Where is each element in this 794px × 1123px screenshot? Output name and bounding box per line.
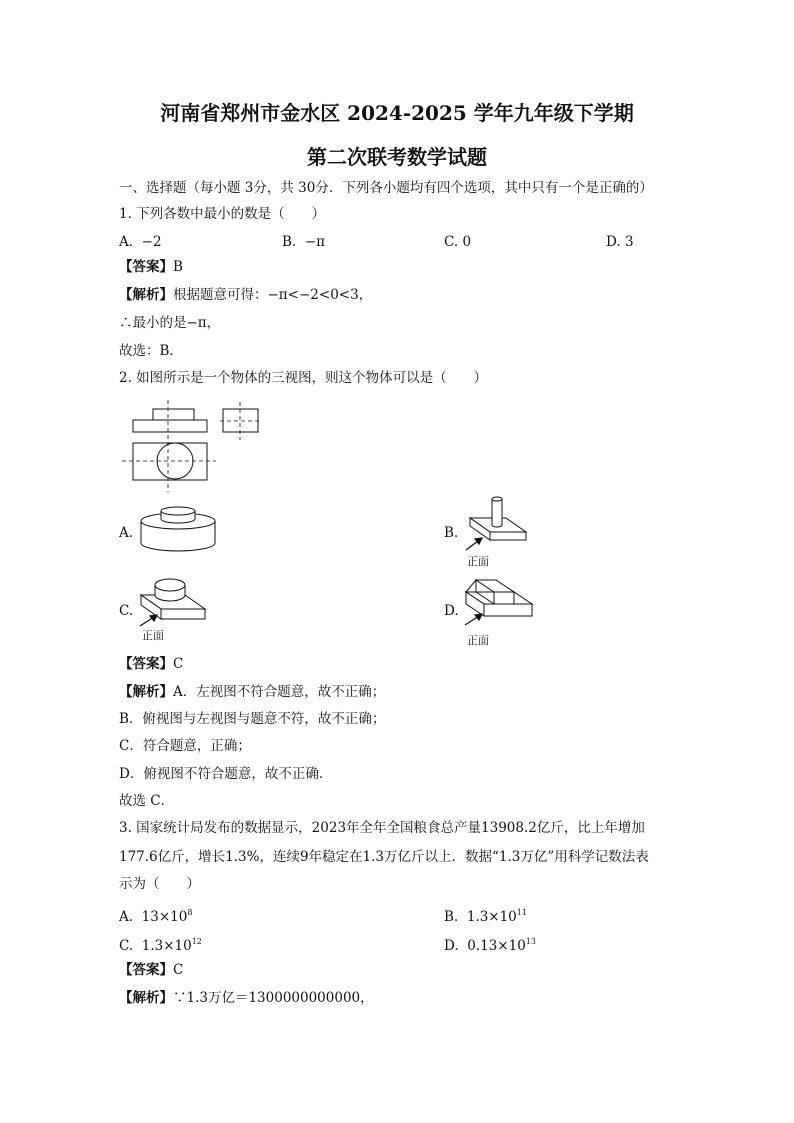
- q3-option-c-base: 1.3×10: [141, 938, 192, 954]
- q3-analysis-label: 【解析】: [119, 990, 173, 1006]
- q2-analysis-4: D．俯视图不符合题意，故不正确．: [119, 766, 333, 782]
- q1-option-c: [444, 233, 471, 251]
- q3-answer-value: C: [173, 962, 184, 978]
- q2-analysis-3: C．符合题意，正确；: [119, 738, 251, 754]
- q1-answer-value: B: [173, 259, 183, 275]
- q1-answer-label: 【答案】: [119, 259, 173, 275]
- q2-option-a-letter: A.: [119, 525, 134, 541]
- q3-option-a-exp: 8: [187, 908, 193, 917]
- q3-answer-label: 【答案】: [119, 962, 173, 978]
- q1-option-c-letter: C.: [444, 234, 459, 250]
- q3-option-b-base: 1.3×10: [466, 909, 517, 925]
- question-3-stem-line-3: 示为（ ）: [119, 876, 200, 892]
- q1-option-b-text: −π: [304, 234, 325, 250]
- q2-analysis-text-1: A．左视图不符合题意，故不正确；: [173, 684, 386, 700]
- q1-option-b-letter: B.: [282, 234, 297, 250]
- q3-option-d: [444, 933, 536, 955]
- q2-analysis-5: 故选 C．: [119, 793, 175, 809]
- q3-option-c-exp: 12: [191, 937, 202, 946]
- q1-option-d-letter: D.: [606, 234, 621, 250]
- q3-option-b: [444, 904, 527, 926]
- q2-option-b-caption: 正面: [467, 555, 489, 568]
- q2-option-c-letter: C.: [119, 603, 134, 619]
- q3-option-d-letter: D.: [444, 938, 459, 954]
- q1-option-a: [119, 233, 162, 251]
- q2-option-d-figure: [462, 570, 537, 630]
- q3-option-b-exp: 11: [516, 908, 527, 917]
- q1-option-b: [282, 233, 325, 251]
- q3-analysis-text: ∵1.3万亿＝1300000000000，: [173, 990, 374, 1006]
- q2-analysis-label: 【解析】: [119, 684, 173, 700]
- q2-option-c-caption: 正面: [142, 629, 164, 642]
- q3-option-b-letter: B.: [444, 909, 459, 925]
- q1-analysis-1: [119, 286, 372, 304]
- q1-option-a-letter: A.: [119, 234, 134, 250]
- q2-option-d-caption: 正面: [467, 634, 489, 647]
- q1-analysis-2: ∴最小的是−π，: [119, 315, 221, 331]
- q1-option-c-text: 0: [462, 234, 472, 250]
- q3-option-c: [119, 933, 202, 955]
- q3-option-d-base: 0.13×10: [467, 938, 526, 954]
- section-heading: 一、选择题（每小题 3分，共 30分．下列各小题均有四个选项，其中只有一个是正确的）: [119, 180, 653, 196]
- q2-answer: [119, 655, 183, 673]
- q1-analysis-3: 故选：B．: [119, 343, 183, 359]
- q3-option-c-letter: C.: [119, 938, 134, 954]
- q2-option-b-letter: B.: [444, 525, 459, 541]
- q2-analysis-2: B．俯视图与左视图与题意不符，故不正确；: [119, 711, 386, 727]
- q1-option-a-text: −2: [141, 234, 162, 250]
- question-3-stem-line-2: 177.6亿斤，增长1.3%，连续9年稳定在1.3万亿斤以上．数据“1.3万亿”用科学记数法表: [119, 849, 649, 865]
- q1-answer: [119, 258, 183, 276]
- question-2-stem: 2. 如图所示是一个物体的三视图，则这个物体可以是（ ）: [119, 370, 488, 386]
- three-view-figure: [120, 400, 270, 495]
- document-title-line-1: 河南省郑州市金水区 2024-2025 学年九年级下学期: [160, 101, 634, 125]
- question-1-stem: 1. 下列各数中最小的数是（ ）: [119, 206, 326, 222]
- q2-analysis-1: [119, 683, 385, 701]
- q3-option-a-letter: A.: [119, 909, 134, 925]
- document-title-line-2: 第二次联考数学试题: [307, 145, 487, 169]
- q3-option-a-base: 13×10: [141, 909, 188, 925]
- q3-option-a: [119, 904, 192, 926]
- q2-option-d-letter: D.: [444, 603, 459, 619]
- q3-answer: [119, 961, 183, 979]
- q1-analysis-text-1: 根据题意可得：−π<−2<0<3，: [173, 287, 373, 303]
- q2-option-b-figure: [462, 494, 532, 554]
- q1-option-d-text: 3: [624, 234, 634, 250]
- q3-option-d-exp: 13: [525, 937, 536, 946]
- q2-answer-value: C: [173, 656, 184, 672]
- q3-analysis: [119, 989, 374, 1007]
- q2-answer-label: 【答案】: [119, 656, 173, 672]
- question-3-stem-line-1: 3. 国家统计局发布的数据显示，2023年全年全国粮食总产量13908.2亿斤，比上年增加: [119, 820, 645, 836]
- q1-option-d: [606, 233, 634, 251]
- q2-option-c-figure: [137, 575, 212, 630]
- q2-option-a-figure: [138, 505, 218, 555]
- q1-analysis-label: 【解析】: [119, 287, 173, 303]
